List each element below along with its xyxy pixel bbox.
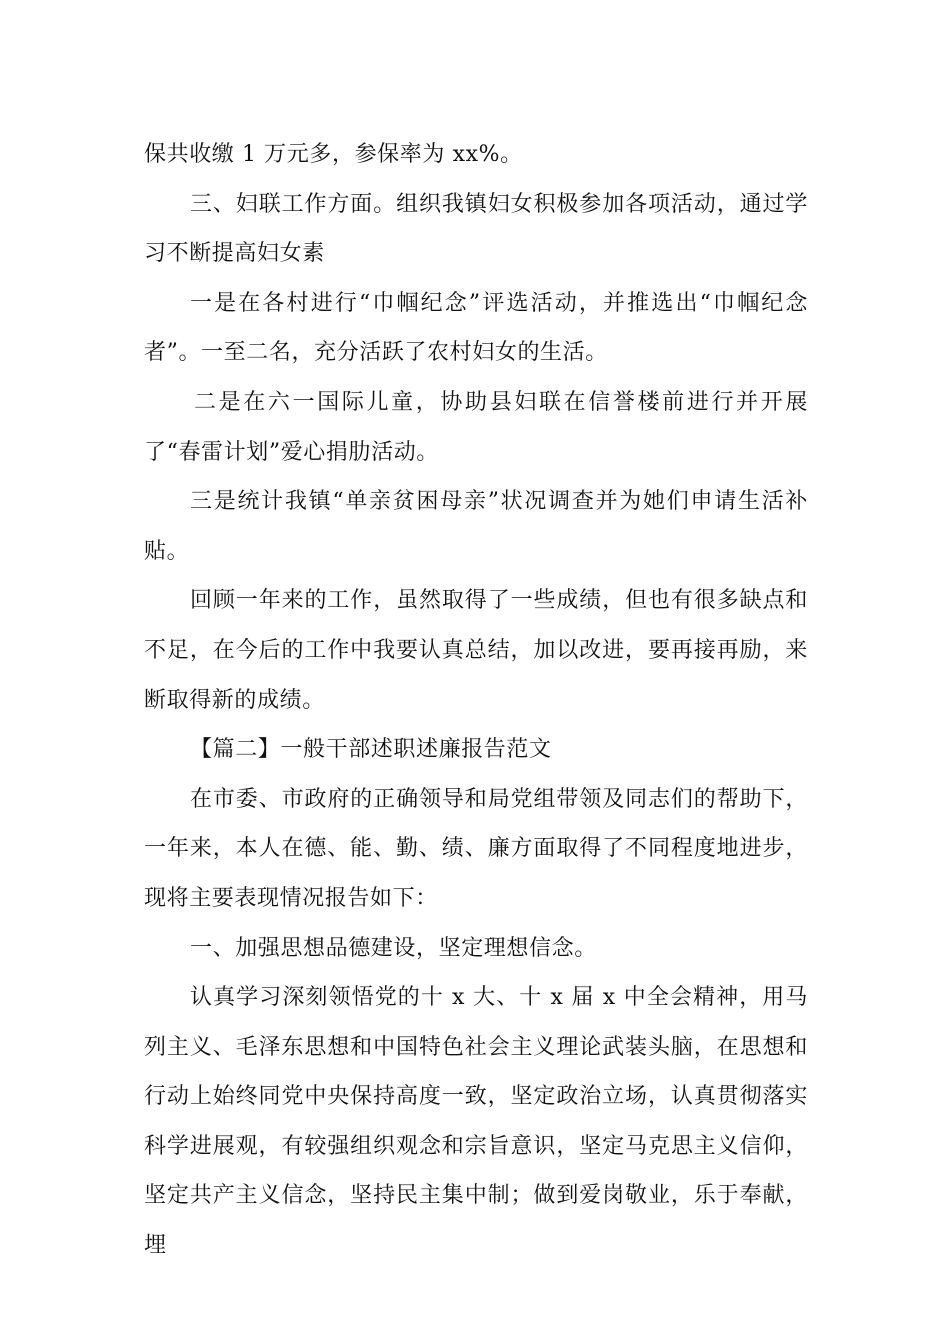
paragraph-10: 认真学习深刻领悟党的十 x 大、十 x 届 x 中全会精神，用马列主义、毛泽东思想和中国特色社会主义理论武装头脑，在思想和行动上始终同党中央保持高度一致，坚定政治立场，认真贯彻落实科学进展观，有较强组织观念和宗旨意识，坚定马克思主义信仰，坚定共产主义信念，坚持民主集中制；做到爱岗敬业，乐于奉献，埋 [144, 985, 808, 1259]
paragraph-8: 在市委、市政府的正确领导和局党组带领及同志们的帮助下，一年来，本人在德、能、勤、绩、廉方面取得了不同程度地进步，现将主要表现情况报告如下： [144, 786, 808, 911]
document-body [144, 130, 808, 1271]
section-heading-part-two: 【篇二】一般干部述职述廉报告范文 [190, 737, 552, 763]
paragraph-4: 二是在六一国际儿童，协助县妇联在信誉楼前进行并开展了“春雷计划”爱心捐肋活动。 [144, 389, 808, 465]
paragraph-5: 三是统计我镇“单亲贫困母亲”状况调查并为她们申请生活补贴。 [144, 489, 808, 564]
paragraph-1: 保共收缴 1 万元多，参保率为 xx%。 [144, 142, 523, 167]
paragraph-2: 三、妇联工作方面。组织我镇妇女积极参加各项活动，通过学习不断提高妇女素 [144, 191, 808, 267]
paragraph-3: 一是在各村进行“巾帼纪念”评选活动，并推选出“巾帼纪念者”。一至二名，充分活跃了农村妇女的生活。 [144, 290, 808, 366]
paragraph-6: 回顾一年来的工作，虽然取得了一些成绩，但也有很多缺点和不足，在今后的工作中我要认真总结，加以改进，要再接再励，来断取得新的成绩。 [144, 588, 808, 713]
section-heading-one: 一、加强思想品德建设，坚定理想信念。 [190, 935, 597, 961]
